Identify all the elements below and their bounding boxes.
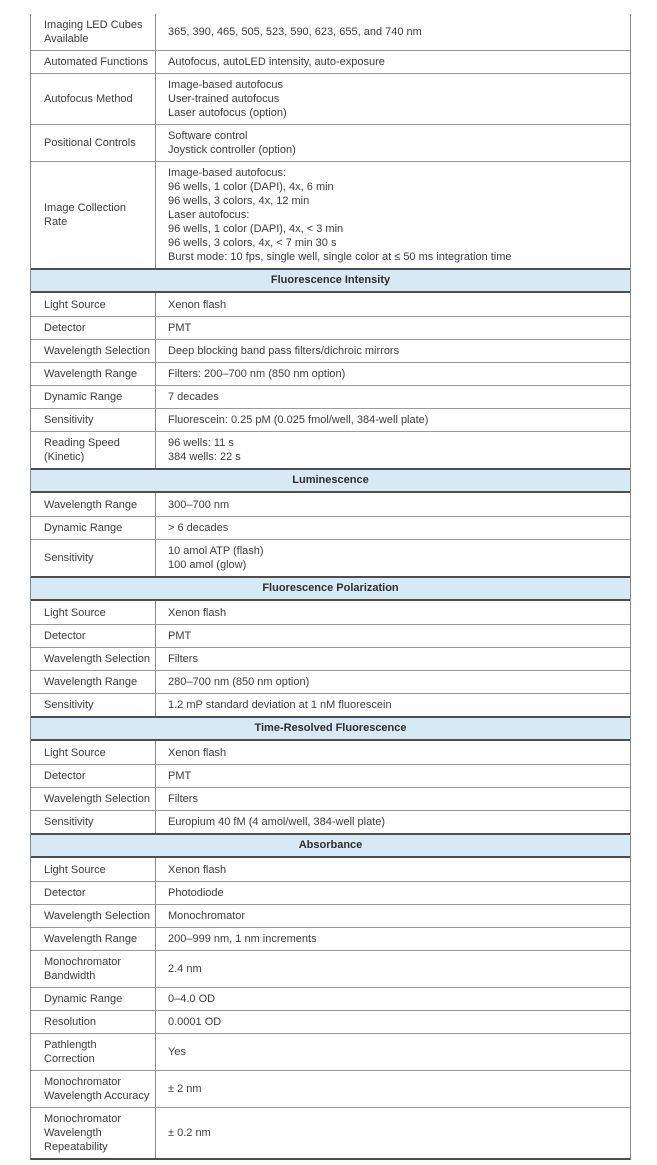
spec-value [156,317,630,339]
table-row [31,670,630,693]
spec-value-line: Xenon flash [168,746,227,759]
spec-value-line: > 6 decades [168,522,229,534]
section-header-absorbance: Absorbance [31,833,630,858]
table-row [31,927,630,950]
table-row [31,408,630,431]
spec-label: Resolution [31,1011,156,1033]
spec-value [156,858,630,881]
table-row [31,810,630,833]
spec-value [156,765,630,787]
spec-value [156,788,630,810]
section-header-fluorescence-polarization: Fluorescence Polarization [31,576,630,601]
spec-value-line: Filters: 200–700 nm (850 nm option) [168,368,346,380]
spec-label: Detector [31,317,156,339]
table-row [31,124,630,161]
spec-label: Reading Speed (Kinetic) [31,432,156,468]
spec-label: Automated Functions [31,51,156,73]
spec-value-line: 100 amol (glow) [168,559,247,571]
spec-value [156,125,630,161]
table-row [31,647,630,670]
spec-value-line: PMT [168,770,192,782]
spec-value-line: 200–999 nm, 1 nm increments [168,933,317,945]
spec-value-line: Fluorescein: 0.25 pM (0.025 fmol/well, 384-well plate) [168,414,429,426]
spec-value-line: 96 wells, 3 colors, 4x, < 7 min 30 s [168,237,337,249]
spec-value-line: PMT [168,630,192,642]
spec-value-line: 280–700 nm (850 nm option) [168,676,310,688]
spec-value [156,648,630,670]
table-row [31,362,630,385]
table-row [31,385,630,408]
spec-value-line: Photodiode [168,887,224,899]
spec-label: Sensitivity [31,694,156,716]
table-row [31,904,630,927]
spec-label: Light Source [31,858,156,881]
spec-value-line: Filters [168,793,198,805]
table-row [31,881,630,904]
spec-table [30,14,631,1160]
table-row [31,316,630,339]
spec-value [156,51,630,73]
spec-value-line: 96 wells, 1 color (DAPI), 4x, 6 min [168,181,334,193]
spec-value [156,432,630,468]
spec-value [156,540,630,576]
spec-value [156,409,630,431]
spec-value [156,671,630,693]
section-header-luminescence: Luminescence [31,468,630,493]
spec-label: Light Source [31,601,156,624]
table-row [31,293,630,316]
spec-value-line: Image-based autofocus [168,79,283,91]
table-row [31,858,630,881]
spec-value-line: Laser autofocus (option) [168,107,287,119]
spec-value [156,882,630,904]
spec-label: Autofocus Method [31,74,156,124]
spec-label: Wavelength Range [31,928,156,950]
spec-label: Sensitivity [31,811,156,833]
spec-label: Wavelength Range [31,493,156,516]
spec-value [156,694,630,716]
spec-value [156,74,630,124]
spec-value-line: Xenon flash [168,298,227,311]
table-row [31,339,630,362]
spec-label: Pathlength Correction [31,1034,156,1070]
spec-value [156,625,630,647]
spec-value [156,363,630,385]
spec-value-line: Xenon flash [168,606,227,619]
table-row [31,693,630,716]
spec-value-line: Software control [168,130,248,142]
spec-value [156,493,630,516]
spec-value-line: Monochromator [168,910,246,922]
spec-value [156,293,630,316]
section-header-time-resolved-fluorescence: Time-Resolved Fluorescence [31,716,630,741]
spec-label: Wavelength Selection [31,648,156,670]
table-row [31,1070,630,1107]
spec-value-line: 96 wells, 1 color (DAPI), 4x, < 3 min [168,223,344,235]
table-row [31,14,630,50]
table-row [31,539,630,576]
spec-label: Dynamic Range [31,517,156,539]
table-row [31,50,630,73]
table-row [31,601,630,624]
spec-label: Wavelength Selection [31,340,156,362]
table-row [31,741,630,764]
table-row [31,1010,630,1033]
spec-value-line: Xenon flash [168,863,227,876]
spec-value-line: 10 amol ATP (flash) [168,545,264,557]
spec-value-line: Image-based autofocus: [168,167,287,179]
spec-label: Dynamic Range [31,386,156,408]
spec-value [156,340,630,362]
spec-value-line: 300–700 nm [168,498,230,511]
spec-label: Detector [31,882,156,904]
table-row [31,431,630,468]
spec-label: Monochromator Bandwidth [31,951,156,987]
spec-value [156,1071,630,1107]
spec-label: Monochromator Wavelength Accuracy [31,1071,156,1107]
spec-label: Sensitivity [31,540,156,576]
spec-label: Wavelength Selection [31,905,156,927]
spec-value-line: ± 2 nm [168,1083,202,1095]
spec-value-line: 0–4.0 OD [168,993,216,1005]
table-row [31,493,630,516]
spec-label: Monochromator Wavelength Repeatability [31,1108,156,1158]
table-row [31,161,630,268]
spec-label: Light Source [31,293,156,316]
spec-value-line: ± 0.2 nm [168,1127,211,1139]
spec-value [156,517,630,539]
spec-value [156,1034,630,1070]
spec-value-line: 384 wells: 22 s [168,451,241,463]
spec-label: Positional Controls [31,125,156,161]
spec-value-line: 365, 390, 465, 505, 523, 590, 623, 655, and 740 nm [168,26,422,38]
table-row [31,73,630,124]
spec-value [156,1011,630,1033]
spec-value [156,601,630,624]
spec-value-line: 7 decades [168,391,219,403]
spec-value-line: 1.2 mP standard deviation at 1 nM fluorescein [168,699,392,711]
table-row [31,950,630,987]
spec-value-line: 96 wells, 3 colors, 4x, 12 min [168,195,310,207]
spec-label: Wavelength Selection [31,788,156,810]
spec-value-line: 0.0001 OD [168,1016,222,1028]
spec-value-line: Laser autofocus: [168,209,250,221]
spec-value-line: Deep blocking band pass filters/dichroic mirrors [168,345,400,357]
spec-value-line: 2.4 nm [168,963,202,975]
spec-value-line: Filters [168,653,198,665]
section-header-fluorescence-intensity: Fluorescence Intensity [31,268,630,293]
spec-value-line: Autofocus, autoLED intensity, auto-exposure [168,56,385,68]
spec-value-line: Burst mode: 10 fps, single well, single color at ≤ 50 ms integration time [168,251,512,263]
spec-value-line: 96 wells: 11 s [168,437,234,449]
spec-label: Wavelength Range [31,671,156,693]
spec-value-line: Yes [168,1046,186,1058]
spec-label: Imaging LED Cubes Available [31,14,156,50]
spec-value [156,811,630,833]
spec-label: Light Source [31,741,156,764]
spec-label: Sensitivity [31,409,156,431]
spec-value [156,1108,630,1158]
table-row [31,787,630,810]
spec-value [156,951,630,987]
spec-value [156,162,630,268]
spec-value-line: PMT [168,322,192,334]
spec-label: Detector [31,765,156,787]
spec-value [156,386,630,408]
table-row [31,1033,630,1070]
spec-value [156,741,630,764]
table-row [31,764,630,787]
table-row [31,987,630,1010]
table-row [31,1107,630,1158]
spec-value [156,988,630,1010]
spec-value [156,14,630,50]
spec-value-line: User-trained autofocus [168,93,280,105]
spec-value [156,905,630,927]
spec-label: Detector [31,625,156,647]
spec-value [156,928,630,950]
table-row [31,516,630,539]
table-row [31,624,630,647]
spec-value-line: Europium 40 fM (4 amol/well, 384-well plate) [168,816,386,828]
spec-label: Wavelength Range [31,363,156,385]
spec-label: Image Collection Rate [31,162,156,268]
spec-label: Dynamic Range [31,988,156,1010]
spec-value-line: Joystick controller (option) [168,144,296,156]
